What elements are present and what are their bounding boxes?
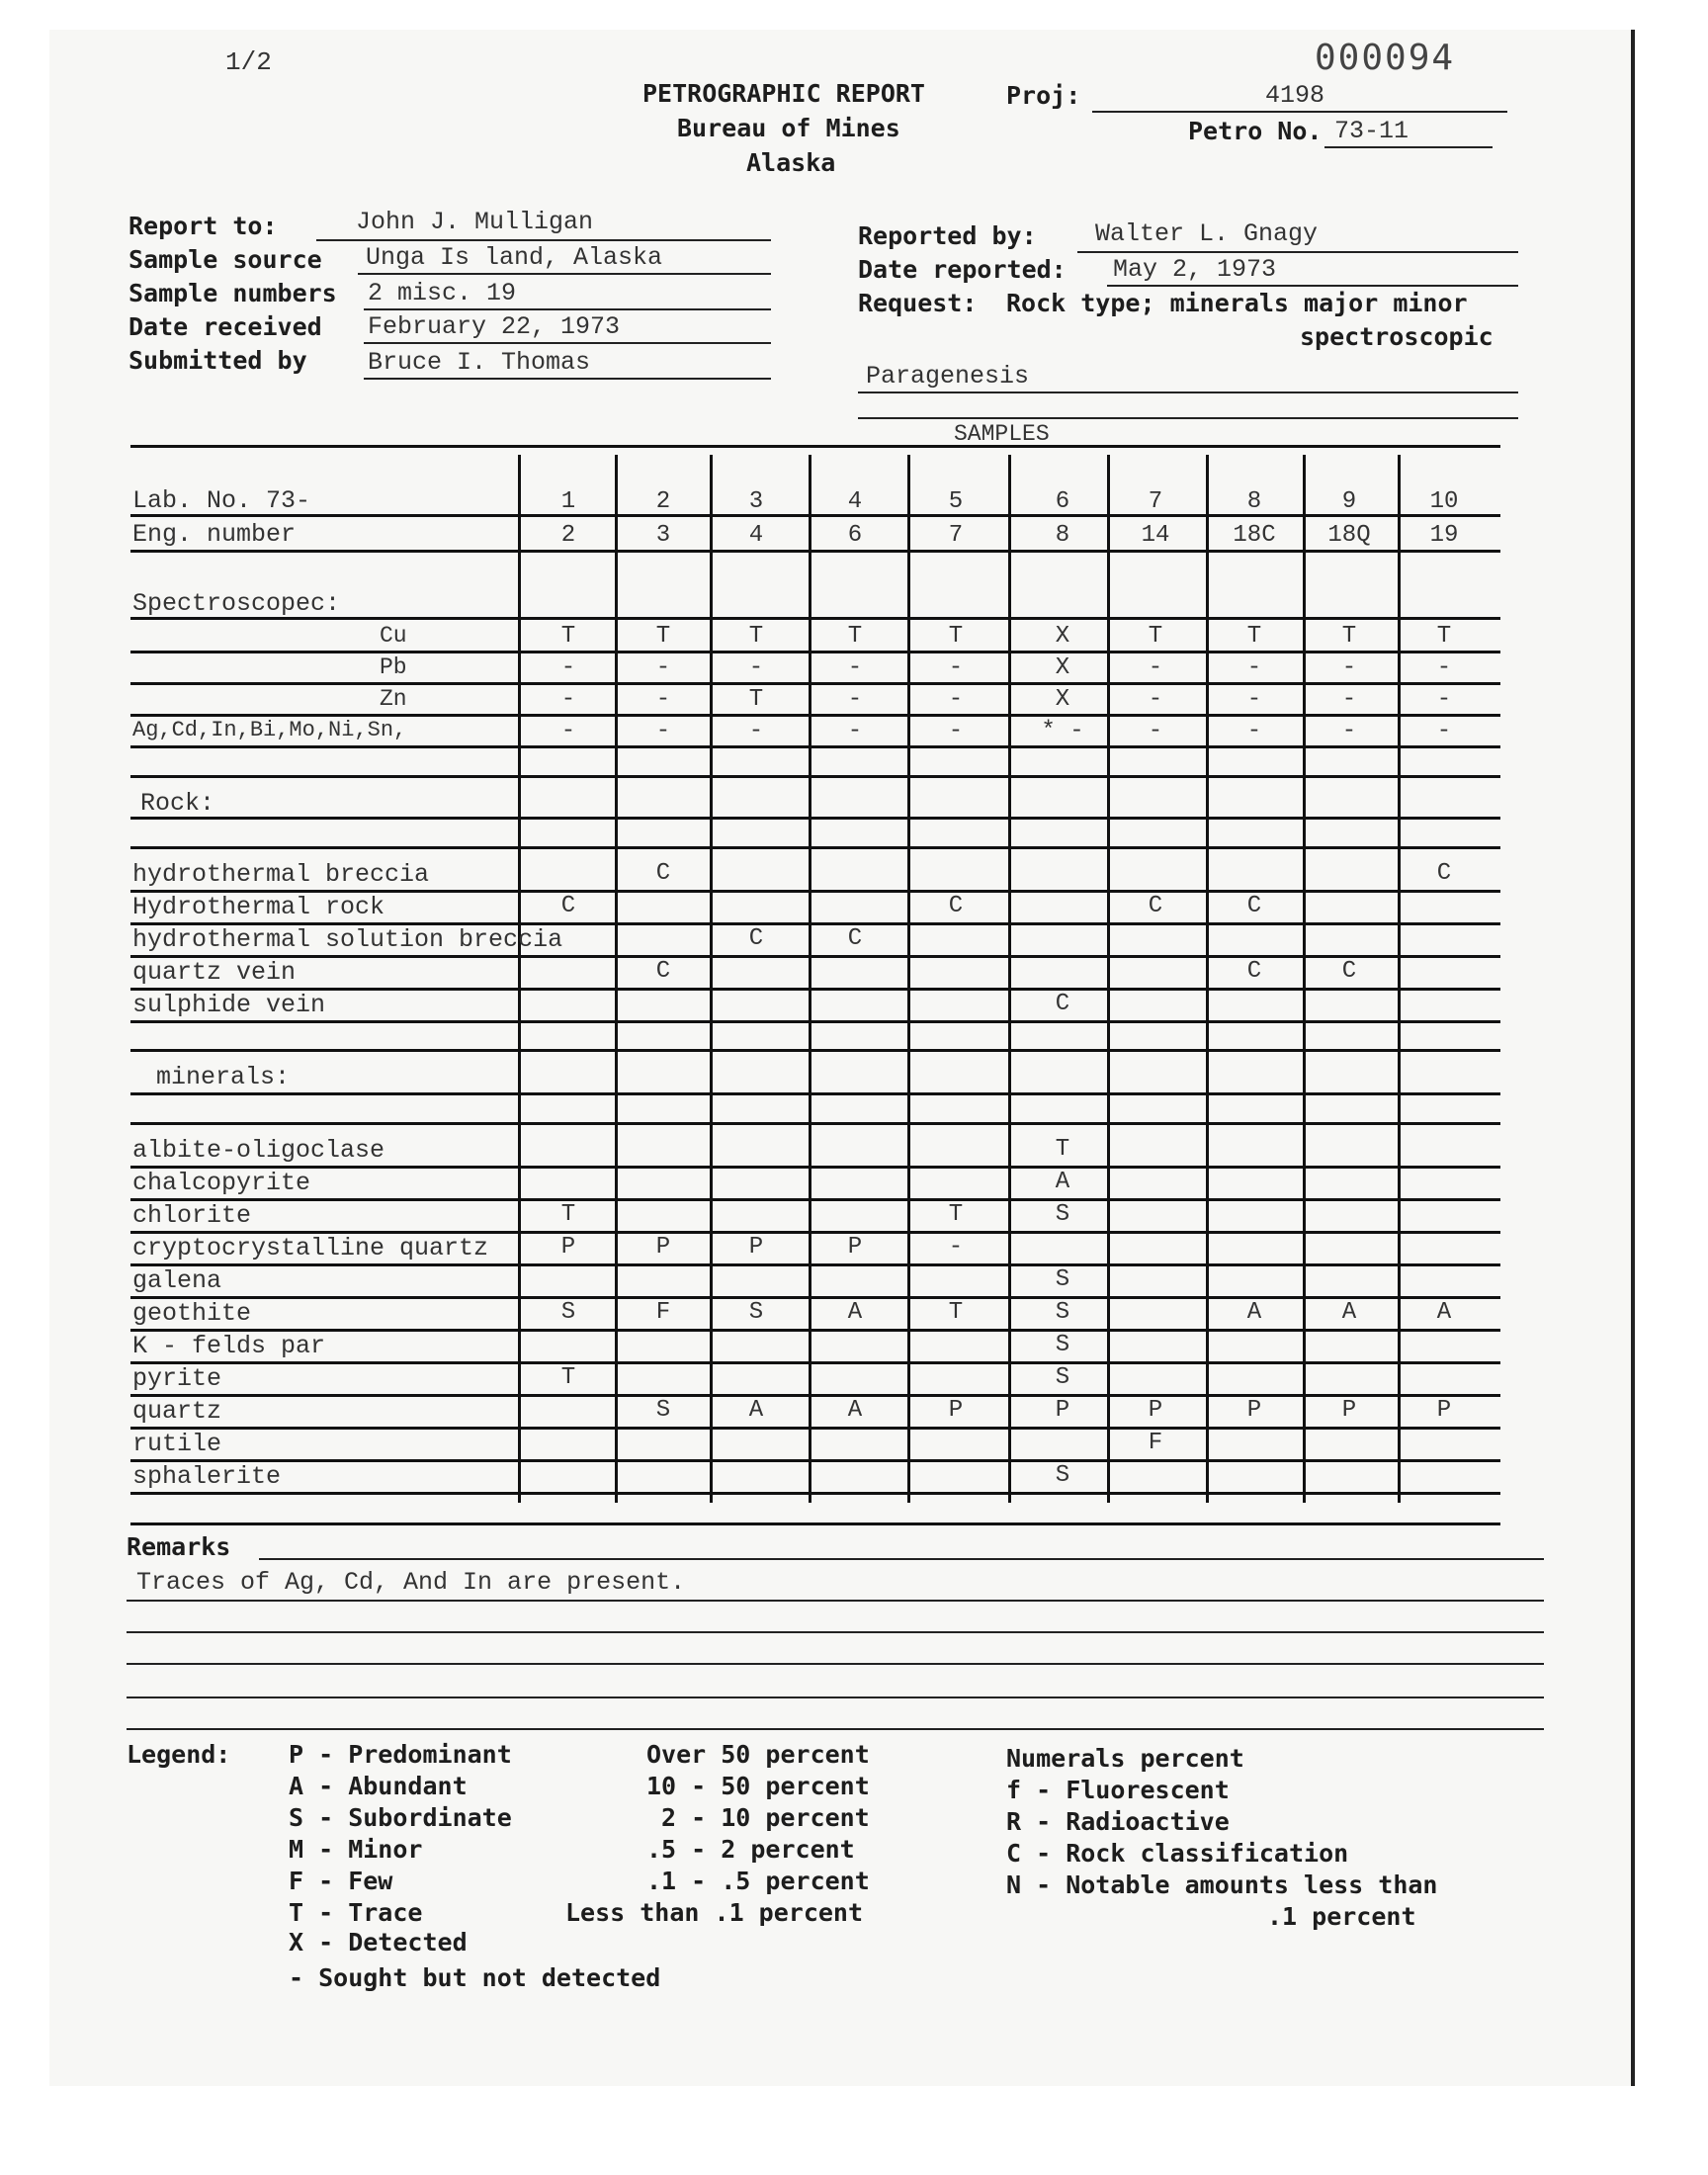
table-column-divider [809,455,811,1503]
spectro-cell: - [847,718,863,744]
spectro-cell: - [1148,654,1163,681]
mineral-label: quartz [132,1397,222,1426]
legend-item-a: A - Abundant [289,1772,468,1800]
table-rule [130,1166,1500,1169]
spectro-cell: T [748,623,764,650]
table-column-divider [907,455,910,1503]
mineral-cell: S [1055,1201,1070,1228]
table-rule [130,1049,1500,1052]
table-rule [130,988,1500,991]
petro-label: Petro No. [1188,117,1323,145]
table-column-divider [1107,455,1110,1503]
spectro-cell: - [847,654,863,681]
spectro-cell: - [948,654,964,681]
submitted-by-value: Bru⁠ce I. Thomas [368,348,591,377]
spectro-cell: - [948,686,964,713]
sample-numbers-value: 2 misc. 19 [368,279,517,307]
spectro-cell: - [1246,718,1262,744]
legend-note-5: N - Notable amounts less than [1006,1870,1438,1899]
lab-number-cell: 9 [1341,488,1357,515]
report-sheet [49,30,1635,2086]
mineral-label: K - felds par [132,1332,326,1360]
lab-number-cell: 5 [948,488,964,515]
table-rule [130,745,1500,748]
sample-source-label: Sample source [128,245,322,274]
legend-note-6: .1 percent [1267,1902,1416,1931]
report-title: PETROGRAPHIC REPORT [642,79,925,108]
eng-number-cell: 18C [1233,522,1276,549]
rock-cell: C [1341,958,1357,985]
legend-range-1: Over 50 percent [646,1740,870,1769]
minerals-heading: minerals: [156,1063,291,1091]
petro-value: 73-11 [1334,117,1409,145]
lab-number-cell: 3 [748,488,764,515]
legend-item-f: F - Few [289,1867,393,1895]
request-label: Request: [858,289,978,317]
spectro-cell: - [560,718,576,744]
samples-heading: SAMPLES [954,421,1050,447]
rock-cell: C [948,893,964,919]
mineral-cell: T [948,1299,964,1326]
proj-label: Proj: [1006,81,1081,110]
mineral-cell: A [1436,1299,1452,1326]
spectro-cell: * - [1041,718,1084,744]
table-column-divider [518,455,521,1503]
table-rule [130,1198,1500,1201]
legend-range-6: Less than .1 percent [565,1898,864,1927]
table-rule [130,1020,1500,1023]
spectro-element-label: Ag,Cd,In,Bi,Mo,Ni,Sn, [132,718,407,742]
rock-cell: C [655,860,671,887]
request-line-3: Paragenesis [866,362,1030,391]
table-rule [130,1122,1500,1125]
table-rule [130,1092,1500,1095]
eng-number-cell: 14 [1141,522,1170,549]
rock-cell: C [560,893,576,919]
spectro-cell: - [1246,654,1262,681]
spectro-cell: - [655,718,671,744]
table-rule [130,651,1500,653]
spectro-element-label: Zn [380,686,407,712]
mineral-cell: A [1055,1169,1070,1195]
rock-cell: C [1055,991,1070,1017]
mineral-cell: P [1055,1397,1070,1424]
legend-note-4: C - Rock classification [1006,1839,1349,1868]
spectro-element-label: Pb [380,654,407,680]
mineral-cell: P [560,1234,576,1261]
lab-number-cell: 4 [847,488,863,515]
spectro-cell: - [1436,718,1452,744]
table-rule [130,1394,1500,1397]
table-rule [130,1296,1500,1299]
mineral-cell: A [1341,1299,1357,1326]
rock-cell: C [748,925,764,952]
eng-number-cell: 18Q [1327,522,1371,549]
report-to-value: John J. Mulligan [356,208,594,236]
spectroscopic-heading: Spectroscopec: [132,589,341,618]
spectro-cell: - [1341,718,1357,744]
remarks-text: Traces of Ag, Cd, And In are present. [136,1568,686,1597]
rock-type-label: hydrothermal solution breccia [132,925,563,954]
mineral-label: pyrite [132,1364,222,1393]
eng-number-cell: 3 [655,522,671,549]
report-to-label: Report to: [128,212,278,240]
lab-number-cell: 2 [655,488,671,515]
rock-cell: C [655,958,671,985]
spectro-cell: - [1341,686,1357,713]
spectro-cell: - [748,654,764,681]
legend-range-4: .5 - 2 percent [646,1835,855,1864]
mineral-cell: S [1055,1462,1070,1489]
lab-number-cell: 10 [1429,488,1459,515]
mineral-label: sphalerite [132,1462,282,1491]
spectro-cell: T [1246,623,1262,650]
spectro-cell: - [1436,654,1452,681]
request-line-1: Rock type; minerals major minor [1006,289,1468,317]
spectro-cell: T [847,623,863,650]
spectro-cell: X [1055,654,1070,681]
mineral-cell: T [1055,1136,1070,1163]
page-marker: 1/2 [225,47,272,77]
spectro-cell: T [748,686,764,713]
table-rule [130,1427,1500,1430]
table-rule [130,617,1500,620]
mineral-label: chalcopyrite [132,1169,311,1197]
eng-number-cell: 4 [748,522,764,549]
mineral-cell: P [1341,1397,1357,1424]
legend-range-2: 10 - 50 percent [646,1772,870,1800]
eng-no-rule [130,550,1500,553]
spectro-cell: X [1055,623,1070,650]
spectro-element-label: Cu [380,623,407,649]
table-rule [130,955,1500,958]
sample-source-value: Unga Is land, Alaska [366,243,663,272]
eng-number-cell: 19 [1429,522,1459,549]
org-name: Bureau of Mines [677,114,900,142]
mineral-cell: S [655,1397,671,1424]
table-bottom-rule [130,1522,1500,1525]
mineral-cell: P [847,1234,863,1261]
table-rule [130,682,1500,685]
mineral-cell: A [847,1397,863,1424]
mineral-label: rutile [132,1430,222,1458]
table-rule [130,1329,1500,1332]
mineral-cell: P [1148,1397,1163,1424]
remarks-label: Remarks [127,1532,231,1561]
spectro-cell: - [655,686,671,713]
mineral-cell: A [1246,1299,1262,1326]
mineral-cell: P [748,1234,764,1261]
document-number: 000094 [1315,38,1456,78]
legend-note-3: R - Radioactive [1006,1807,1230,1836]
spectro-cell: T [1341,623,1357,650]
mineral-cell: T [560,1364,576,1391]
eng-number-cell: 6 [847,522,863,549]
table-column-divider [710,455,713,1503]
sample-numbers-label: Sample numbers [128,279,337,307]
eng-number-cell: 8 [1055,522,1070,549]
table-rule [130,1263,1500,1266]
spectro-cell: T [1436,623,1452,650]
rock-type-label: quartz vein [132,958,297,987]
table-rule [130,1459,1500,1462]
rock-cell: C [1246,893,1262,919]
mineral-label: albite-oligoclase [132,1136,385,1165]
table-column-divider [1398,455,1401,1503]
lab-number-cell: 8 [1246,488,1262,515]
proj-value: 4198 [1265,81,1325,110]
table-rule [130,817,1500,820]
legend-label: Legend: [127,1740,231,1769]
table-rule [130,1492,1500,1495]
table-column-divider [615,455,618,1503]
legend-note-1: Numerals percent [1006,1744,1244,1773]
spectro-cell: - [847,686,863,713]
spectro-cell: X [1055,686,1070,713]
mineral-cell: T [948,1201,964,1228]
rock-type-label: Hydrothermal rock [132,893,385,921]
table-rule [130,714,1500,717]
legend-item-m: M - Minor [289,1835,423,1864]
spectro-cell: - [948,718,964,744]
rock-heading: Rock: [140,789,215,818]
spectro-cell: - [1148,718,1163,744]
table-rule [130,846,1500,849]
spectro-cell: T [560,623,576,650]
reported-by-value: Walter L. Gnagy [1095,219,1319,248]
legend-item-s: S - Subordinate [289,1803,512,1832]
date-received-label: Date received [128,312,322,341]
legend-item-dash: - Sought but not detected [289,1963,661,1992]
mineral-cell: T [560,1201,576,1228]
eng-number-cell: 2 [560,522,576,549]
spectro-cell: - [1148,686,1163,713]
mineral-cell: S [1055,1299,1070,1326]
lab-number-cell: 7 [1148,488,1163,515]
lab-no-rule [130,514,1500,517]
legend-item-p: P - Predominant [289,1740,512,1769]
mineral-cell: S [1055,1332,1070,1358]
spectro-cell: - [1341,654,1357,681]
mineral-cell: S [748,1299,764,1326]
legend-range-5: .1 - .5 percent [646,1867,870,1895]
spectro-cell: - [748,718,764,744]
mineral-cell: P [1436,1397,1452,1424]
mineral-cell: P [1246,1397,1262,1424]
mineral-cell: F [1148,1430,1163,1456]
mineral-cell: S [1055,1364,1070,1391]
lab-number-cell: 6 [1055,488,1070,515]
rock-cell: C [1246,958,1262,985]
date-received-value: February 22, 1973 [368,312,621,341]
mineral-cell: S [1055,1266,1070,1293]
spectro-cell: - [560,654,576,681]
eng-number-cell: 7 [948,522,964,549]
lab-no-label: Lab. No. 73- [132,486,311,515]
mineral-cell: - [948,1234,964,1261]
spectro-cell: - [560,686,576,713]
spectro-cell: - [655,654,671,681]
mineral-label: chlorite [132,1201,252,1230]
table-column-divider [1206,455,1209,1503]
request-line-2: spectroscopic [1300,322,1494,351]
rock-type-label: sulphide vein [132,991,326,1019]
table-top-rule [130,445,1500,448]
mineral-cell: A [748,1397,764,1424]
table-rule [130,775,1500,778]
eng-number-label: Eng. number [132,520,297,549]
spectro-cell: T [948,623,964,650]
rock-cell: C [1436,860,1452,887]
reported-by-label: Reported by: [858,221,1037,250]
mineral-cell: F [655,1299,671,1326]
legend-range-3: 2 - 10 percent [661,1803,870,1832]
rock-type-label: hydrothermal breccia [132,860,430,889]
mineral-cell: S [560,1299,576,1326]
mineral-cell: P [655,1234,671,1261]
spectro-cell: - [1246,686,1262,713]
rock-cell: C [1148,893,1163,919]
legend-item-x: X - Detected [289,1928,468,1957]
date-reported-label: Date reported: [858,255,1067,284]
samples-table [49,30,1631,1611]
spectro-cell: - [1436,686,1452,713]
lab-number-cell: 1 [560,488,576,515]
mineral-cell: A [847,1299,863,1326]
mineral-label: galena [132,1266,222,1295]
submitted-by-label: Submitted by [128,346,307,375]
mineral-label: cryptocrystalline quartz [132,1234,489,1262]
table-column-divider [1303,455,1306,1503]
date-reported-value: May 2, 1973 [1113,255,1277,284]
mineral-cell: P [948,1397,964,1424]
state-name: Alaska [746,148,836,177]
mineral-label: geothite [132,1299,252,1328]
legend-item-t: T - Trace [289,1898,423,1927]
table-column-divider [1008,455,1011,1503]
rock-cell: C [847,925,863,952]
spectro-cell: T [1148,623,1163,650]
table-rule [130,1361,1500,1364]
spectro-cell: T [655,623,671,650]
legend-note-2: f - Fluorescent [1006,1776,1230,1804]
